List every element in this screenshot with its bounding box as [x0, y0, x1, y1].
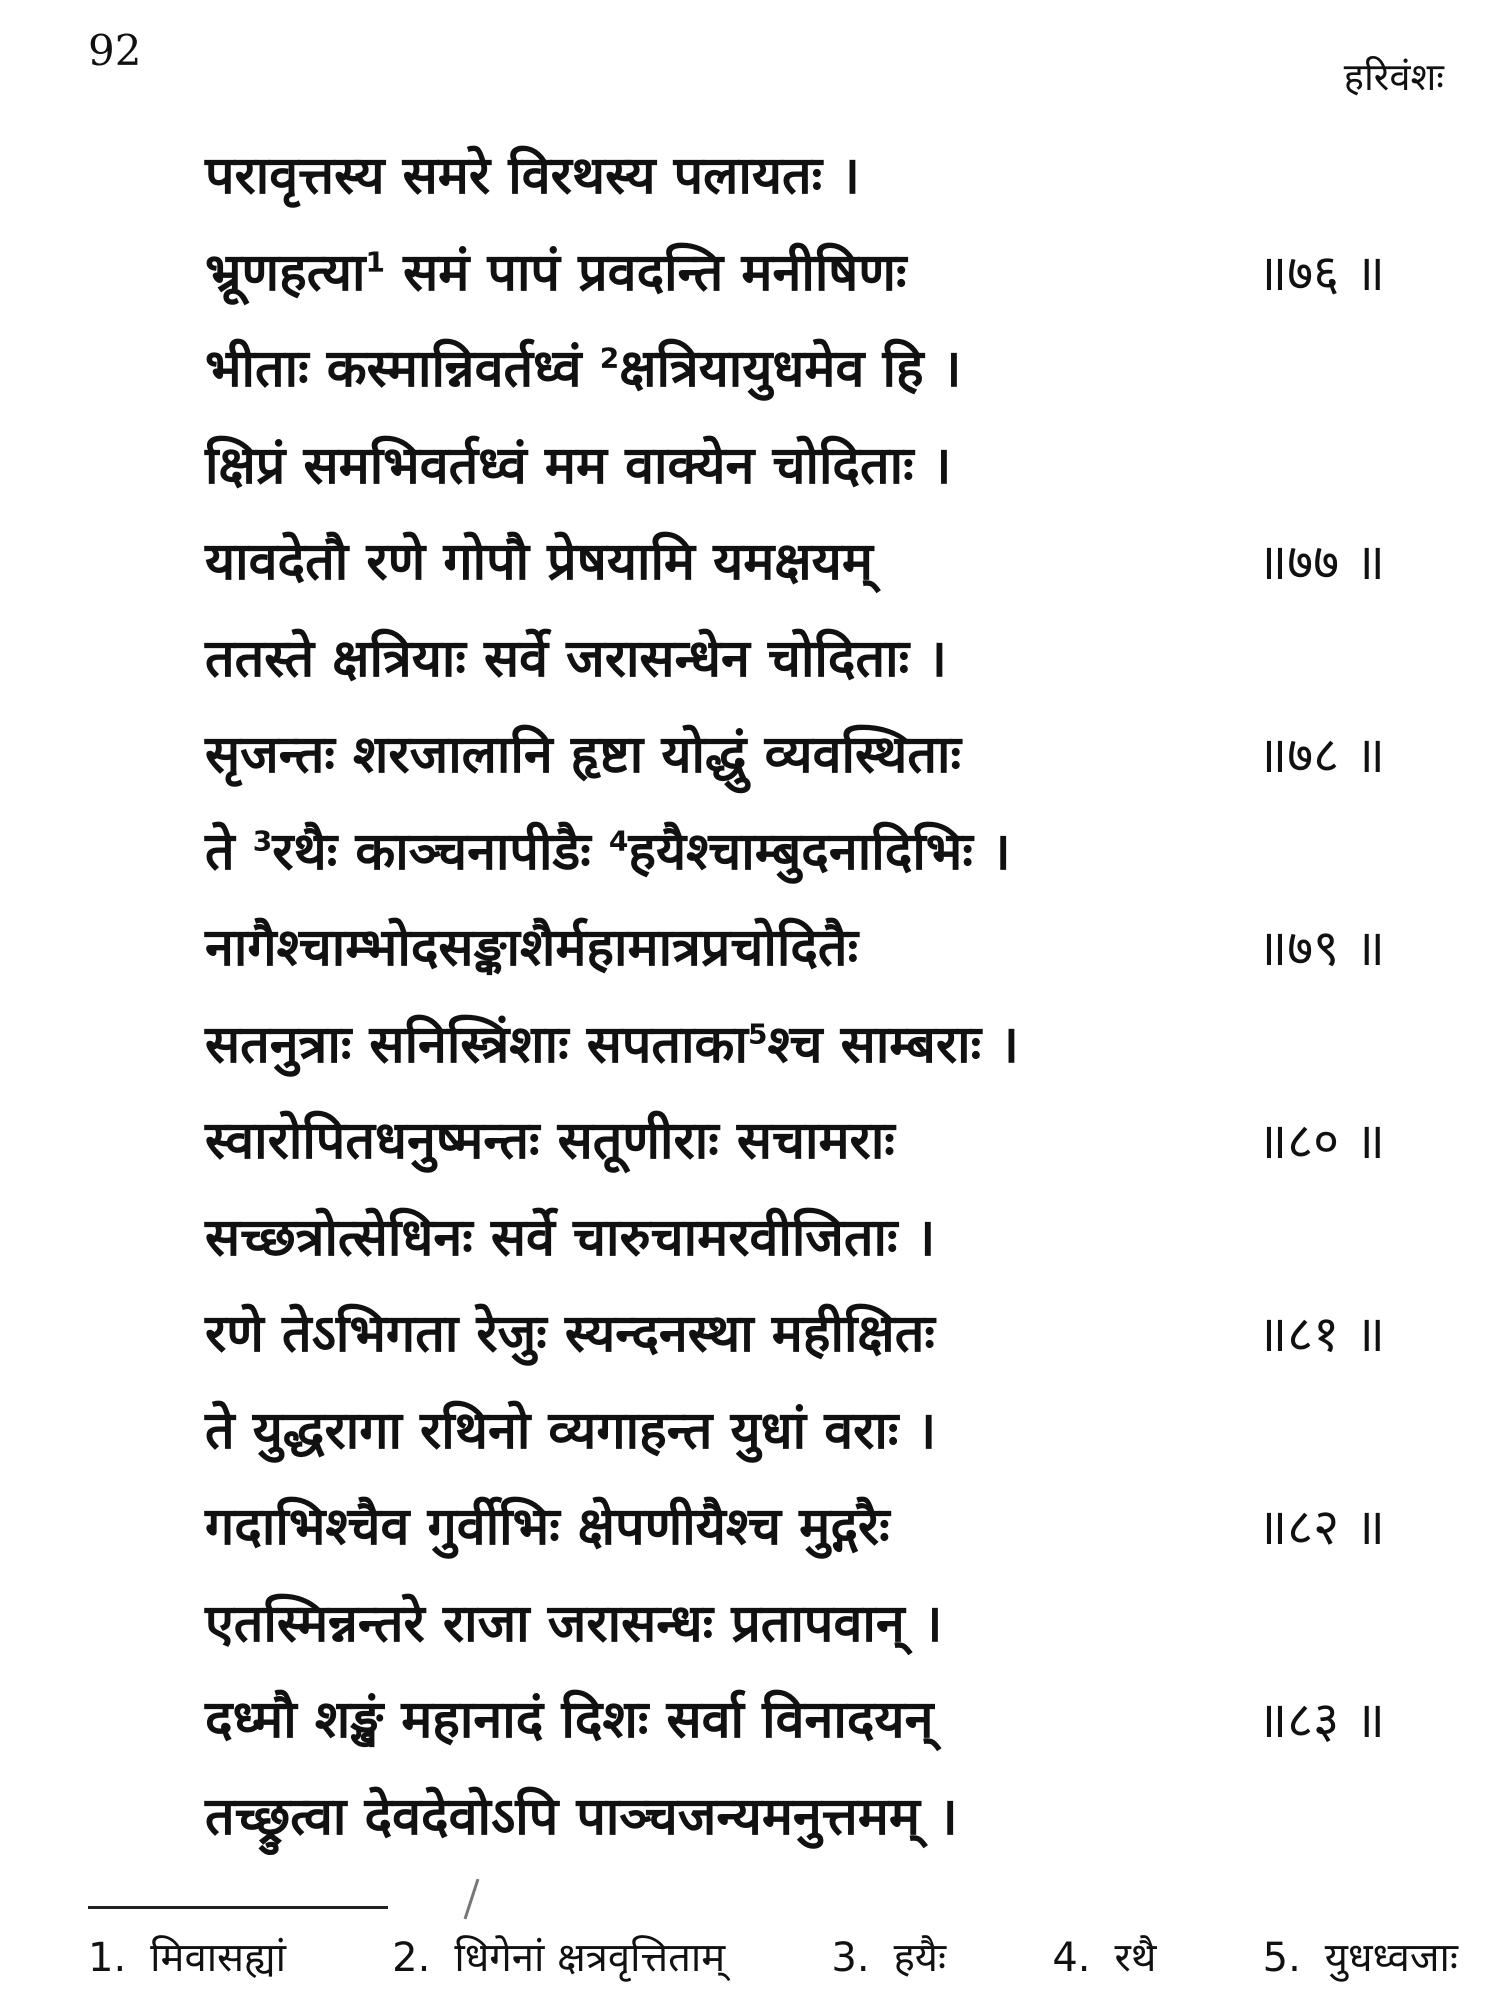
verse-text [205, 997, 1019, 1094]
footnote-number: 1. [88, 1935, 127, 1981]
verse-text-part: सतनुत्राः सनिस्त्रिंशाः सपताका [205, 1014, 748, 1075]
verse-text: सच्छत्रोत्सेधिनः सर्वे चारुचामरवीजिताः । [205, 1207, 936, 1268]
verse-text: दध्मौ शङ्खं महानादं दिशः सर्वा विनादयन् [205, 1690, 934, 1750]
footnote-item [88, 1930, 286, 1986]
verse-line-8 [205, 804, 1385, 901]
verse-line-5 [205, 514, 1385, 611]
footnote-reference: 2 [599, 341, 620, 375]
footnote-item [1052, 1930, 1156, 1986]
verse-text: ते युद्धरागा रथिनो व्यगाहन्त युधां वराः । [205, 1400, 937, 1461]
footnote-text: धिगेनां क्षत्रवृत्तिताम् [454, 1935, 726, 1981]
footnote-number: 5. [1262, 1935, 1301, 1981]
verse-line-3 [205, 321, 1385, 418]
verse-text-part: क्षत्रियायुधमेव हि । [619, 339, 962, 399]
footnote-item [831, 1930, 946, 1986]
footnote-text: मिवासह्यां [150, 1935, 286, 1981]
footnote-reference: 3 [252, 824, 273, 858]
verse-line-1 [205, 128, 1385, 225]
verse-text-part: ते [205, 821, 253, 882]
verse-text: एतस्मिन्नन्तरे राजा जरासन्धः प्रतापवान् । [205, 1593, 943, 1654]
verse-line-11 [205, 1093, 1385, 1190]
verse-text [205, 321, 961, 418]
footnote-number: 4. [1052, 1935, 1091, 1981]
footnote-number: 2. [392, 1935, 431, 1981]
verse-number: ॥८१ ॥ [1257, 1305, 1385, 1363]
verse-text: नागैश्चाम्भोदसङ्काशैर्महामात्रप्रचोदितैः [205, 918, 859, 978]
verse-text-part: हयैश्चाम्बुदनादिभिः । [628, 821, 1011, 882]
verse-text: क्षिप्रं समभिवर्तध्वं मम वाक्येन चोदिताः । [205, 435, 952, 496]
verse-number: ॥८२ ॥ [1257, 1498, 1385, 1556]
verse-line-9 [205, 900, 1385, 997]
verse-text: यावदेतौ रणे गोपौ प्रेषयामि यमक्षयम् [205, 532, 873, 592]
verse-text [205, 225, 906, 322]
verse-line-15 [205, 1479, 1385, 1576]
verse-line-10 [205, 997, 1385, 1094]
verse-line-18 [205, 1769, 1385, 1866]
footnote-text: युधध्वजाः [1324, 1935, 1458, 1981]
footnote-item [392, 1930, 725, 1986]
verse-text: स्वारोपितधनुष्मन्तः सतूणीराः सचामराः [205, 1111, 895, 1171]
footnote-text: रथै [1114, 1935, 1157, 1981]
verse-line-4 [205, 418, 1385, 515]
footnotes [88, 1930, 1458, 1986]
stray-pen-mark [464, 1879, 480, 1920]
verse-text: तच्छ्रुत्वा देवदेवोऽपि पाञ्चजन्यमनुत्तमम् । [205, 1786, 958, 1847]
footnote-item [1263, 1930, 1458, 1986]
verse-text-part: भ्रूणहत्या [205, 242, 366, 303]
verse-text: ततस्ते क्षत्रियाः सर्वे जरासन्धेन चोदिताः । [205, 628, 947, 689]
verse-line-2 [205, 225, 1385, 322]
footnote-reference: 1 [365, 245, 385, 279]
verse-number: ॥८३ ॥ [1257, 1691, 1385, 1749]
verse-line-17 [205, 1672, 1385, 1769]
verse-text-part: श्च साम्बराः । [767, 1014, 1019, 1075]
verse-number: ॥७६ ॥ [1257, 243, 1385, 302]
footnote-number: 3. [831, 1935, 870, 1981]
verse-block [205, 128, 1385, 1865]
verse-number: ॥७७ ॥ [1257, 533, 1385, 591]
footnote-reference: 4 [608, 824, 629, 858]
footnote-reference: 5 [747, 1017, 768, 1051]
verse-text: परावृत्तस्य समरे विरथस्य पलायतः । [205, 146, 860, 206]
verse-number: ॥७९ ॥ [1257, 919, 1385, 977]
page-number: 92 [88, 26, 142, 75]
verse-text: सृजन्तः शरजालानि हृष्टा योद्धुं व्यवस्थिताः [205, 725, 962, 785]
verse-line-7 [205, 707, 1385, 804]
verse-number: ॥७८ ॥ [1257, 726, 1385, 784]
verse-text-part: भीताः कस्मान्निवर्तध्वं [205, 339, 600, 399]
verse-line-12 [205, 1190, 1385, 1287]
verse-text: गदाभिश्चैव गुर्वीभिः क्षेपणीयैश्च मुद्गरैः [205, 1497, 890, 1557]
verse-line-6 [205, 611, 1385, 708]
verse-line-16 [205, 1576, 1385, 1673]
verse-line-14 [205, 1383, 1385, 1480]
footnote-text: हयैः [893, 1935, 947, 1981]
verse-text-part: समं पापं प्रवदन्ति मनीषिणः [384, 242, 907, 303]
verse-text [205, 804, 1011, 901]
verse-text-part: रथैः काञ्चनापीडैः [272, 821, 609, 882]
verse-line-13 [205, 1286, 1385, 1383]
verse-text: रणे तेऽभिगता रेजुः स्यन्दनस्था महीक्षितः [205, 1304, 935, 1364]
running-head: हरिवंशः [1343, 55, 1444, 99]
verse-number: ॥८० ॥ [1257, 1112, 1385, 1170]
footnote-divider [88, 1906, 388, 1909]
